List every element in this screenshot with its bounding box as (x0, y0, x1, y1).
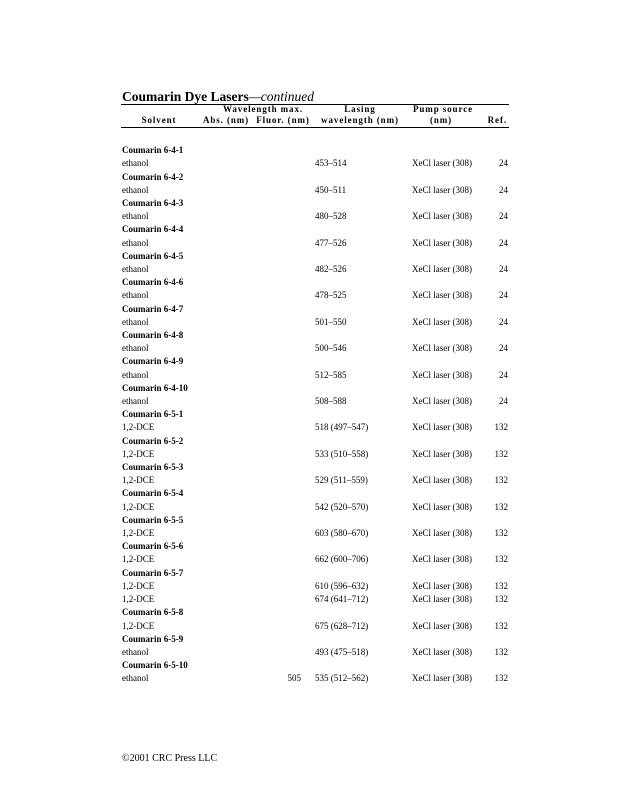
solvent-cell: ethanol (122, 158, 149, 169)
dye-name-row (122, 408, 508, 421)
solvent-cell: 1,2-DCE (122, 594, 155, 605)
lasing-wavelength-cell: 512–585 (315, 369, 347, 380)
solvent-cell: ethanol (122, 211, 149, 222)
lasing-wavelength-cell: 533 (510–558) (315, 448, 369, 459)
table-spacer (122, 131, 508, 144)
fluor-cell (252, 593, 315, 606)
solvent-cell: 1,2-DCE (122, 448, 155, 459)
pump-source-cell: XeCl laser (308) (412, 211, 472, 222)
solvent-cell: ethanol (122, 184, 149, 195)
ref-cell: 132 (494, 501, 508, 512)
lasing-wavelength-cell: 450–511 (315, 184, 347, 195)
pump-source-cell: XeCl laser (308) (412, 237, 472, 248)
ref-cell: 24 (499, 211, 508, 222)
dye-name: Coumarin 6-4-3 (122, 198, 184, 208)
header-wavelength-max: Wavelength max. (223, 104, 303, 114)
title-continued: —continued (248, 89, 314, 104)
pump-source-cell: XeCl laser (308) (412, 264, 472, 275)
dye-name: Coumarin 6-5-6 (122, 541, 184, 552)
dye-name: Coumarin 6-4-10 (122, 382, 188, 393)
fluor-cell (252, 210, 315, 223)
dye-name-row (122, 303, 508, 316)
table-row (122, 369, 508, 382)
dye-name: Coumarin 6-4-2 (122, 171, 184, 182)
table-row (122, 593, 508, 606)
dye-name-row (122, 567, 508, 580)
table-row (122, 553, 508, 566)
dye-name-row (122, 223, 508, 236)
ref-cell: 132 (494, 554, 508, 565)
abs-cell (202, 646, 252, 659)
fluor-cell (252, 237, 315, 250)
dye-name: Coumarin 6-4-5 (122, 250, 184, 261)
ref-cell: 24 (499, 184, 508, 195)
dye-name-row (122, 355, 508, 368)
solvent-cell: 1,2-DCE (122, 580, 155, 591)
solvent-cell: 1,2-DCE (122, 620, 155, 631)
solvent-cell: ethanol (122, 290, 149, 301)
lasing-wavelength-cell: 662 (600–706) (315, 554, 369, 565)
ref-cell: 24 (499, 264, 508, 275)
ref-cell: 132 (494, 528, 508, 539)
ref-cell: 24 (499, 396, 508, 407)
abs-cell (202, 184, 252, 197)
fluor-cell (252, 342, 315, 355)
solvent-cell: ethanol (122, 316, 149, 327)
header-abs: Abs. (nm) (202, 115, 250, 125)
solvent-cell: 1,2-DCE (122, 501, 155, 512)
dye-name: Coumarin 6-4-4 (122, 224, 184, 235)
fluor-cell: 505 (287, 673, 301, 684)
table-row (122, 474, 508, 487)
dye-name-row (122, 606, 508, 619)
table-row (122, 646, 508, 659)
solvent-cell: ethanol (122, 646, 149, 657)
fluor-cell (252, 527, 315, 540)
header-bottom-rule (121, 127, 509, 128)
ref-cell: 24 (499, 158, 508, 169)
dye-name-row (122, 487, 508, 500)
header-fluor: Fluor. (nm) (256, 115, 310, 125)
dye-name-row (122, 276, 508, 289)
table-body (122, 131, 508, 686)
table-row (122, 289, 508, 302)
dye-name: Coumarin 6-5-7 (122, 567, 184, 578)
abs-cell (202, 289, 252, 302)
fluor-cell (252, 501, 315, 514)
dye-name-row (122, 171, 508, 184)
dye-name: Coumarin 6-4-9 (122, 356, 184, 367)
pump-source-cell: XeCl laser (308) (412, 580, 472, 591)
solvent-cell: 1,2-DCE (122, 422, 155, 433)
dye-name: Coumarin 6-4-8 (122, 330, 184, 341)
table-row (122, 421, 508, 434)
pump-source-cell: XeCl laser (308) (412, 316, 472, 327)
table-row (122, 527, 508, 540)
lasing-wavelength-cell: 477–526 (315, 237, 347, 248)
dye-name-row (122, 514, 508, 527)
dye-name-row (122, 382, 508, 395)
table-row (122, 342, 508, 355)
abs-cell (202, 672, 252, 685)
dye-name: Coumarin 6-4-7 (122, 303, 184, 314)
dye-name: Coumarin 6-5-1 (122, 409, 184, 420)
ref-cell: 132 (494, 448, 508, 459)
dye-name: Coumarin 6-5-10 (122, 660, 188, 671)
fluor-cell (252, 184, 315, 197)
pump-source-cell: XeCl laser (308) (412, 158, 472, 169)
abs-cell (202, 580, 252, 593)
table-row (122, 448, 508, 461)
fluor-cell (252, 289, 315, 302)
pump-source-cell: XeCl laser (308) (412, 475, 472, 486)
pump-source-cell: XeCl laser (308) (412, 620, 472, 631)
fluor-cell (252, 580, 315, 593)
solvent-cell: ethanol (122, 343, 149, 354)
lasing-wavelength-cell: 610 (596–632) (315, 580, 369, 591)
fluor-cell (252, 620, 315, 633)
ref-cell: 24 (499, 316, 508, 327)
header-lasing-line2: wavelength (nm) (321, 115, 399, 125)
dye-name-row (122, 435, 508, 448)
pump-source-cell: XeCl laser (308) (412, 554, 472, 565)
abs-cell (202, 620, 252, 633)
fluor-cell (252, 369, 315, 382)
table-row (122, 580, 508, 593)
lasing-wavelength-cell: 453–514 (315, 158, 347, 169)
abs-cell (202, 316, 252, 329)
table-row (122, 395, 508, 408)
dye-name-row (122, 633, 508, 646)
fluor-cell (252, 421, 315, 434)
lasing-wavelength-cell: 529 (511–559) (315, 475, 368, 486)
title-main: Coumarin Dye Lasers (122, 89, 249, 104)
solvent-cell: 1,2-DCE (122, 554, 155, 565)
header-pump-line2: (nm) (429, 115, 453, 125)
lasing-wavelength-cell: 478–525 (315, 290, 347, 301)
dye-name-row (122, 461, 508, 474)
header-lasing-line1: Lasing (344, 104, 376, 114)
ref-cell: 24 (499, 237, 508, 248)
fluor-cell (252, 395, 315, 408)
table-row (122, 157, 508, 170)
dye-name: Coumarin 6-4-6 (122, 277, 184, 288)
solvent-cell: 1,2-DCE (122, 475, 155, 486)
dye-name-row (122, 144, 508, 157)
pump-source-cell: XeCl laser (308) (412, 343, 472, 354)
fluor-cell (252, 553, 315, 566)
pump-source-cell: XeCl laser (308) (412, 646, 472, 657)
pump-source-cell: XeCl laser (308) (412, 396, 472, 407)
fluor-cell (252, 263, 315, 276)
table-row (122, 184, 508, 197)
fluor-cell (252, 474, 315, 487)
fluor-cell (252, 157, 315, 170)
abs-cell (202, 369, 252, 382)
ref-cell: 24 (499, 369, 508, 380)
ref-cell: 132 (494, 594, 508, 605)
lasing-wavelength-cell: 508–588 (315, 396, 347, 407)
dye-name-row (122, 250, 508, 263)
lasing-wavelength-cell: 675 (628–712) (315, 620, 369, 631)
page-title (122, 89, 314, 105)
abs-cell (202, 501, 252, 514)
ref-cell: 132 (494, 646, 508, 657)
fluor-cell (252, 448, 315, 461)
solvent-cell: ethanol (122, 396, 149, 407)
ref-cell: 24 (499, 290, 508, 301)
abs-cell (202, 395, 252, 408)
pump-source-cell: XeCl laser (308) (412, 594, 472, 605)
dye-name: Coumarin 6-5-2 (122, 435, 184, 446)
abs-cell (202, 474, 252, 487)
abs-cell (202, 210, 252, 223)
header-pump-line1: Pump source (413, 104, 473, 114)
dye-name-row (122, 197, 508, 210)
table-row (122, 210, 508, 223)
data-table (122, 131, 508, 686)
abs-cell (202, 527, 252, 540)
header-solvent: Solvent (141, 115, 177, 125)
table-row (122, 316, 508, 329)
table-row (122, 263, 508, 276)
pump-source-cell: XeCl laser (308) (412, 422, 472, 433)
solvent-cell: ethanol (122, 369, 149, 380)
table-row (122, 672, 508, 685)
solvent-cell: 1,2-DCE (122, 528, 155, 539)
pump-source-cell: XeCl laser (308) (412, 290, 472, 301)
copyright-footer: ©2001 CRC Press LLC (122, 753, 218, 764)
dye-name-row (122, 540, 508, 553)
solvent-cell: ethanol (122, 673, 149, 684)
ref-cell: 24 (499, 343, 508, 354)
fluor-cell (252, 646, 315, 659)
abs-cell (202, 448, 252, 461)
lasing-wavelength-cell: 501–550 (315, 316, 347, 327)
dye-name: Coumarin 6-5-3 (122, 462, 184, 473)
pump-source-cell: XeCl laser (308) (412, 501, 472, 512)
pump-source-cell: XeCl laser (308) (412, 673, 472, 684)
lasing-wavelength-cell: 674 (641–712) (315, 594, 369, 605)
ref-cell: 132 (494, 422, 508, 433)
pump-source-cell: XeCl laser (308) (412, 448, 472, 459)
lasing-wavelength-cell: 603 (580–670) (315, 528, 369, 539)
dye-name: Coumarin 6-5-8 (122, 607, 184, 618)
lasing-wavelength-cell: 500–546 (315, 343, 347, 354)
lasing-wavelength-cell: 542 (520–570) (315, 501, 369, 512)
lasing-wavelength-cell: 518 (497–547) (315, 422, 369, 433)
ref-cell: 132 (494, 580, 508, 591)
abs-cell (202, 593, 252, 606)
ref-cell: 132 (494, 620, 508, 631)
pump-source-cell: XeCl laser (308) (412, 184, 472, 195)
lasing-wavelength-cell: 480–528 (315, 211, 347, 222)
dye-name-row (122, 659, 508, 672)
ref-cell: 132 (494, 475, 508, 486)
table-row (122, 237, 508, 250)
fluor-cell (252, 316, 315, 329)
dye-name: Coumarin 6-5-4 (122, 488, 184, 499)
solvent-cell: ethanol (122, 237, 149, 248)
dye-name: Coumarin 6-5-9 (122, 633, 184, 644)
lasing-wavelength-cell: 535 (512–562) (315, 673, 369, 684)
header-ref: Ref. (487, 115, 507, 125)
table-row (122, 620, 508, 633)
pump-source-cell: XeCl laser (308) (412, 369, 472, 380)
pump-source-cell: XeCl laser (308) (412, 528, 472, 539)
ref-cell: 132 (494, 673, 508, 684)
abs-cell (202, 342, 252, 355)
lasing-wavelength-cell: 493 (475–518) (315, 646, 369, 657)
abs-cell (202, 263, 252, 276)
abs-cell (202, 157, 252, 170)
abs-cell (202, 553, 252, 566)
dye-name-row (122, 329, 508, 342)
dye-name: Coumarin 6-4-1 (122, 145, 184, 156)
lasing-wavelength-cell: 482–526 (315, 264, 347, 275)
solvent-cell: ethanol (122, 264, 149, 275)
abs-cell (202, 421, 252, 434)
dye-name: Coumarin 6-5-5 (122, 514, 184, 525)
abs-cell (202, 237, 252, 250)
table-row (122, 501, 508, 514)
